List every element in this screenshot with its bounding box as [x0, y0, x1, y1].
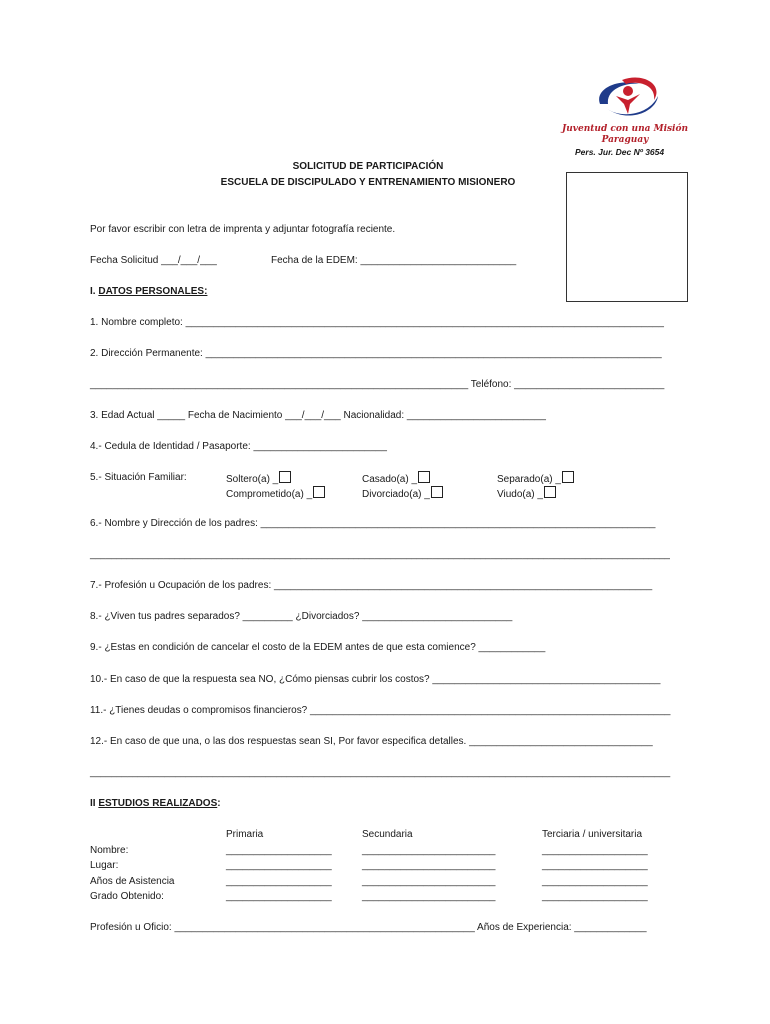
- direccion-telefono-field[interactable]: ____________________________________________________________________ Teléfono: ___________________________: [90, 379, 665, 390]
- secundaria-grado-field[interactable]: ________________________: [362, 891, 496, 902]
- form-title: SOLICITUD DE PARTICIPACIÓN: [292, 161, 444, 172]
- option-soltero[interactable]: [226, 471, 291, 485]
- primaria-nombre-field[interactable]: ___________________: [226, 845, 332, 856]
- row-label-nombre: Nombre:: [90, 845, 129, 856]
- profesion-padres-field[interactable]: 7.- Profesión u Ocupación de los padres: ____________________________________________________________________: [90, 580, 653, 591]
- organization-name: Juventud con una Misión Paraguay: [561, 124, 689, 145]
- casado-label: Casado(a) _: [362, 474, 418, 485]
- option-divorciado[interactable]: [362, 486, 443, 500]
- option-casado[interactable]: [362, 471, 430, 485]
- option-separado[interactable]: [497, 471, 574, 485]
- terciaria-lugar-field[interactable]: ___________________: [542, 860, 648, 871]
- option-viudo[interactable]: [497, 486, 556, 500]
- secundaria-anos-field[interactable]: ________________________: [362, 876, 496, 887]
- section-datos-personales: [90, 286, 207, 297]
- profesion-experiencia-field[interactable]: Profesión u Oficio: ______________________________________________________ Años de Experiencia: _____________: [90, 922, 647, 933]
- header-terciaria: Terciaria / universitaria: [542, 829, 643, 840]
- terciaria-nombre-field[interactable]: ___________________: [542, 845, 648, 856]
- terciaria-anos-field[interactable]: ___________________: [542, 876, 648, 887]
- primaria-anos-field[interactable]: ___________________: [226, 876, 332, 887]
- section-prefix: II: [90, 798, 96, 809]
- soltero-label: Soltero(a) _: [226, 474, 279, 485]
- option-comprometido[interactable]: [226, 486, 325, 500]
- separado-checkbox[interactable]: [562, 471, 574, 483]
- comprometido-checkbox[interactable]: [313, 486, 325, 498]
- nombre-completo-field[interactable]: 1. Nombre completo: ______________________________________________________________________________________: [90, 317, 664, 328]
- cedula-pasaporte-field[interactable]: 4.- Cedula de Identidad / Pasaporte: ________________________: [90, 441, 387, 452]
- section-prefix: I.: [90, 286, 96, 297]
- soltero-checkbox[interactable]: [279, 471, 291, 483]
- organization-logo: [592, 74, 662, 124]
- section-estudios-realizados: [90, 798, 221, 809]
- deudas-field[interactable]: 11.- ¿Tienes deudas o compromisos financieros? _________________________________________________________________: [90, 705, 671, 716]
- section-title: ESTUDIOS REALIZADOS: [98, 798, 218, 809]
- detalles-continuation-line[interactable]: _____________________________________________________________________________________________________________: [90, 767, 671, 778]
- photo-box[interactable]: [566, 172, 688, 302]
- detalles-field[interactable]: 12.- En caso de que una, o las dos respuestas sean SI, Por favor especifica detalles. _________________________________: [90, 736, 653, 747]
- cancelar-costo-field[interactable]: 9.- ¿Estas en condición de cancelar el costo de la EDEM antes de que esta comience? ____________: [90, 642, 546, 653]
- organization-registration: Pers. Jur. Dec Nº 3654: [575, 147, 665, 157]
- padres-separados-field[interactable]: 8.- ¿Viven tus padres separados? _________ ¿Divorciados? ___________________________: [90, 611, 513, 622]
- padres-continuation-line[interactable]: ______________________________________________________________________________________________________________: [90, 549, 670, 560]
- secundaria-nombre-field[interactable]: ________________________: [362, 845, 496, 856]
- header-secundaria: Secundaria: [362, 829, 413, 840]
- row-label-grado: Grado Obtenido:: [90, 891, 164, 902]
- situacion-familiar-label: 5.- Situación Familiar:: [90, 472, 187, 483]
- form-subtitle: ESCUELA DE DISCIPULADO Y ENTRENAMIENTO MISIONERO: [220, 177, 516, 188]
- fecha-solicitud-field[interactable]: Fecha Solicitud ___/___/___: [90, 255, 217, 266]
- section-title: DATOS PERSONALES:: [98, 286, 208, 297]
- casado-checkbox[interactable]: [418, 471, 430, 483]
- separado-label: Separado(a) _: [497, 474, 561, 485]
- primaria-lugar-field[interactable]: ___________________: [226, 860, 332, 871]
- fecha-edem-field[interactable]: Fecha de la EDEM: ____________________________: [271, 255, 517, 266]
- row-label-anos: Años de Asistencia: [90, 876, 175, 887]
- row-label-lugar: Lugar:: [90, 860, 119, 871]
- comprometido-label: Comprometido(a) _: [226, 489, 313, 500]
- secundaria-lugar-field[interactable]: ________________________: [362, 860, 496, 871]
- viudo-label: Viudo(a) _: [497, 489, 543, 500]
- viudo-checkbox[interactable]: [544, 486, 556, 498]
- divorciado-checkbox[interactable]: [431, 486, 443, 498]
- padres-nombre-direccion-field[interactable]: 6.- Nombre y Dirección de los padres: _______________________________________________________________________: [90, 518, 656, 529]
- cubrir-costos-field[interactable]: 10.- En caso de que la respuesta sea NO, ¿Cómo piensas cubrir los costos? _________________________________________: [90, 674, 661, 685]
- primaria-grado-field[interactable]: ___________________: [226, 891, 332, 902]
- divorciado-label: Divorciado(a) _: [362, 489, 430, 500]
- section-colon: :: [217, 798, 221, 809]
- header-primaria: Primaria: [226, 829, 264, 840]
- edad-nacimiento-nacionalidad-field[interactable]: 3. Edad Actual _____ Fecha de Nacimiento ___/___/___ Nacionalidad: _________________________: [90, 410, 546, 421]
- direccion-field[interactable]: 2. Dirección Permanente: __________________________________________________________________________________: [90, 348, 662, 359]
- terciaria-grado-field[interactable]: ___________________: [542, 891, 648, 902]
- instruction-text: Por favor escribir con letra de imprenta y adjuntar fotografía reciente.: [90, 224, 396, 235]
